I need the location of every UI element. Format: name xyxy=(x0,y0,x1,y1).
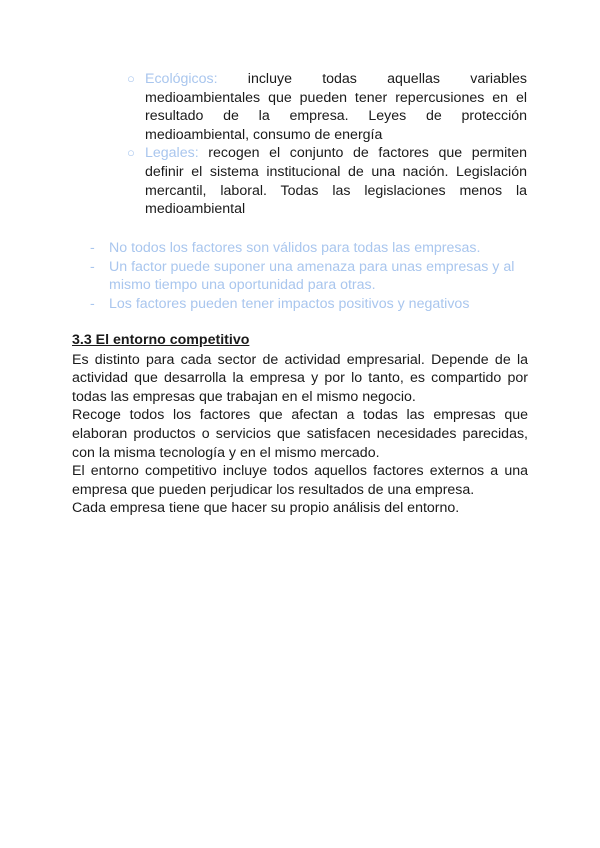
description-legales: recogen el conjunto de factores que permiten definir el sistema institucional de una nación. Legislación mercantil, laboral. Todas las legislaciones menos la medioambiental xyxy=(145,145,527,218)
factor-sublist xyxy=(127,70,527,219)
paragraph: El entorno competitivo incluye todos aquellos factores externos a una empresa que pueden perjudicar los resultados de una empresa. xyxy=(72,463,528,498)
note-text: Los factores pueden tener impactos positivos y negativos xyxy=(109,295,470,312)
note-text: Un factor puede suponer una amenaza para unas empresas y al mismo tiempo una oportunidad para otras. xyxy=(109,258,515,294)
paragraph: Es distinto para cada sector de actividad empresarial. Depende de la actividad que desarrolla la empresa y por lo tanto, es compartido por todas las empresas que trabajan en el mismo negocio. xyxy=(72,351,528,405)
description-ecologicos: incluye todas aquellas variables medioambientales que pueden tener repercusiones en el resultado de la empresa. Leyes de protección medioambiental, consumo de energía xyxy=(145,71,527,143)
list-item xyxy=(90,258,530,295)
paragraph: Cada empresa tiene que hacer su propio análisis del entorno. xyxy=(72,500,460,517)
list-item xyxy=(90,295,530,314)
paragraph: Recoge todos los factores que afectan a todas las empresas que elaboran productos o servicios que satisfacen necesidades parecidas, con la misma tecnología y en el mismo mercado. xyxy=(72,407,528,461)
list-item xyxy=(90,239,530,258)
note-text: No todos los factores son válidos para todas las empresas. xyxy=(109,240,481,256)
section-heading: 3.3 El entorno competitivo xyxy=(72,332,250,348)
section-entorno-competitivo xyxy=(72,331,528,518)
dash-bullet-icon: - xyxy=(90,240,95,256)
list-item-legales xyxy=(127,144,527,218)
dash-bullet-icon: - xyxy=(90,295,95,312)
dash-bullet-icon: - xyxy=(90,258,95,275)
list-item-ecologicos xyxy=(127,70,527,144)
circle-bullet-icon: ○ xyxy=(127,71,135,86)
circle-bullet-icon: ○ xyxy=(127,145,135,161)
notes-dash-list xyxy=(90,239,530,313)
term-ecologicos: Ecológicos: xyxy=(145,71,218,87)
term-legales: Legales: xyxy=(145,145,199,162)
